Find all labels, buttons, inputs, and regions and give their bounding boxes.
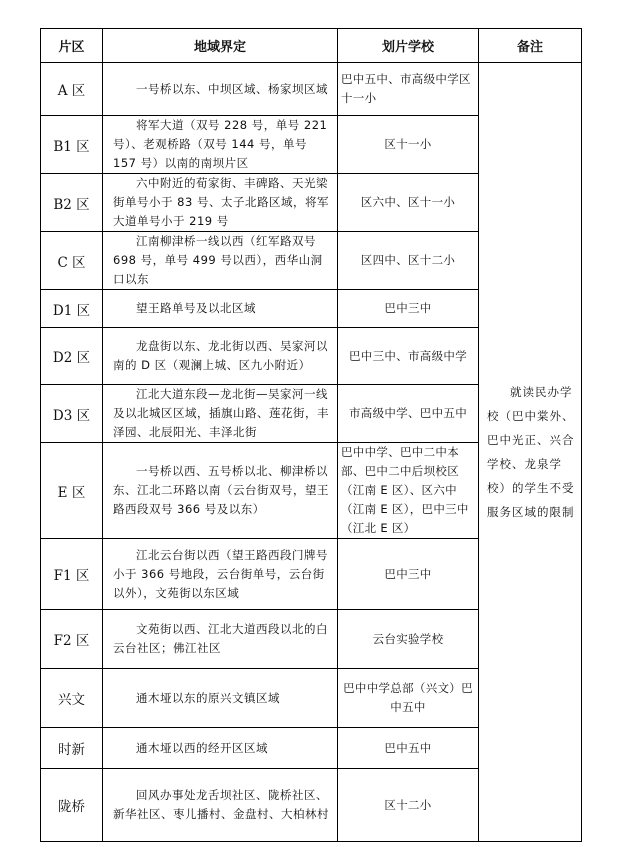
- school-cell: 区十一小: [338, 116, 479, 174]
- area-text: 龙盘街以东、龙北街以西、吴家河以南的 D 区（观澜上城、区九小附近）: [113, 339, 328, 372]
- area-cell: [103, 385, 338, 443]
- school-cell: 巴中中学总部（兴文）巴中五中: [338, 669, 479, 728]
- area-text: 将军大道（双号 228 号，单号 221 号）、老观桥路（双号 144 号，单号 157 号）以南的南坝片区: [113, 118, 328, 170]
- area-cell: [103, 63, 338, 116]
- area-cell: [103, 610, 338, 669]
- area-cell: [103, 443, 338, 539]
- zone-cell: F2 区: [41, 610, 103, 669]
- zone-cell: E 区: [41, 443, 103, 539]
- school-cell: 区十二小: [338, 769, 479, 842]
- area-text: 一号桥以东、中坝区域、杨家坝区域: [136, 81, 328, 96]
- area-text: 江北大道东段—龙北街—吴家河一线及以北城区区域，插旗山路、莲花街，丰泽园、北辰阳光、丰泽北街: [113, 387, 329, 439]
- school-cell: 巴中五中、市高级中学区十一小: [338, 63, 479, 116]
- area-cell: [103, 174, 338, 232]
- zone-cell: D2 区: [41, 328, 103, 385]
- zone-cell: A 区: [41, 63, 103, 116]
- area-text: 通木垭以东的原兴文镇区域: [136, 690, 280, 705]
- header-area: 地域界定: [103, 29, 338, 63]
- area-cell: [103, 769, 338, 842]
- header-zone: 片区: [41, 29, 103, 63]
- area-text: 文苑街以西、江北大道西段以北的白云台社区；佛江社区: [113, 622, 328, 655]
- school-zone-table: [40, 28, 582, 842]
- area-text: 一号桥以西、五号桥以北、柳津桥以东、江北二环路以南（云台街双号，望王路西段双号 366 号及以东）: [113, 464, 329, 516]
- area-cell: [103, 669, 338, 728]
- zone-cell: 时新: [41, 728, 103, 769]
- area-cell: [103, 290, 338, 328]
- zone-cell: B2 区: [41, 174, 103, 232]
- zone-cell: C 区: [41, 232, 103, 290]
- school-cell: 云台实验学校: [338, 610, 479, 669]
- area-cell: [103, 116, 338, 174]
- zone-cell: B1 区: [41, 116, 103, 174]
- zone-cell: 陇桥: [41, 769, 103, 842]
- zone-cell: D1 区: [41, 290, 103, 328]
- area-cell: [103, 728, 338, 769]
- zone-cell: D3 区: [41, 385, 103, 443]
- area-cell: [103, 328, 338, 385]
- note-cell: [479, 63, 582, 842]
- note-text: 就读民办学校（巴中棠外、巴中光正、兴合学校、龙泉学校）的学生不受服务区域的限制: [487, 385, 575, 519]
- school-cell: 巴中三中: [338, 290, 479, 328]
- school-cell: 巴中五中: [338, 728, 479, 769]
- area-cell: [103, 232, 338, 290]
- header-school: 划片学校: [338, 29, 479, 63]
- table-row: [41, 63, 582, 116]
- area-text: 江南柳津桥一线以西（红军路双号 698 号，单号 499 号以西），西华山洞口以东: [113, 234, 323, 286]
- area-text: 通木垭以西的经开区区域: [136, 740, 268, 755]
- zone-cell: F1 区: [41, 539, 103, 610]
- area-text: 回风办事处龙舌坝社区、陇桥社区、新华社区、枣儿播村、金盘村、大柏林村: [113, 788, 329, 821]
- school-cell: 市高级中学、巴中五中: [338, 385, 479, 443]
- area-text: 江北云台街以西（望王路西段门牌号小于 366 号地段，云台街单号，云台街以外），文苑街以东区域: [113, 547, 328, 600]
- zone-cell: 兴文: [41, 669, 103, 728]
- header-row: [41, 29, 582, 63]
- school-cell: 巴中三中: [338, 539, 479, 610]
- school-cell: 区四中、区十二小: [338, 232, 479, 290]
- school-cell: 巴中中学、巴中二中本部、巴中二中后坝校区（江南 E 区）、区六中（江南 E 区），巴中三中（江北 E 区）: [338, 443, 479, 539]
- area-cell: [103, 539, 338, 610]
- school-cell: 巴中三中、市高级中学: [338, 328, 479, 385]
- header-note: 备注: [479, 29, 582, 63]
- school-cell: 区六中、区十一小: [338, 174, 479, 232]
- area-text: 六中附近的荀家街、丰碑路、天光梁街单号小于 83 号、太子北路区域，将军大道单号小于 219 号: [113, 176, 329, 228]
- area-text: 望王路单号及以北区域: [136, 301, 256, 315]
